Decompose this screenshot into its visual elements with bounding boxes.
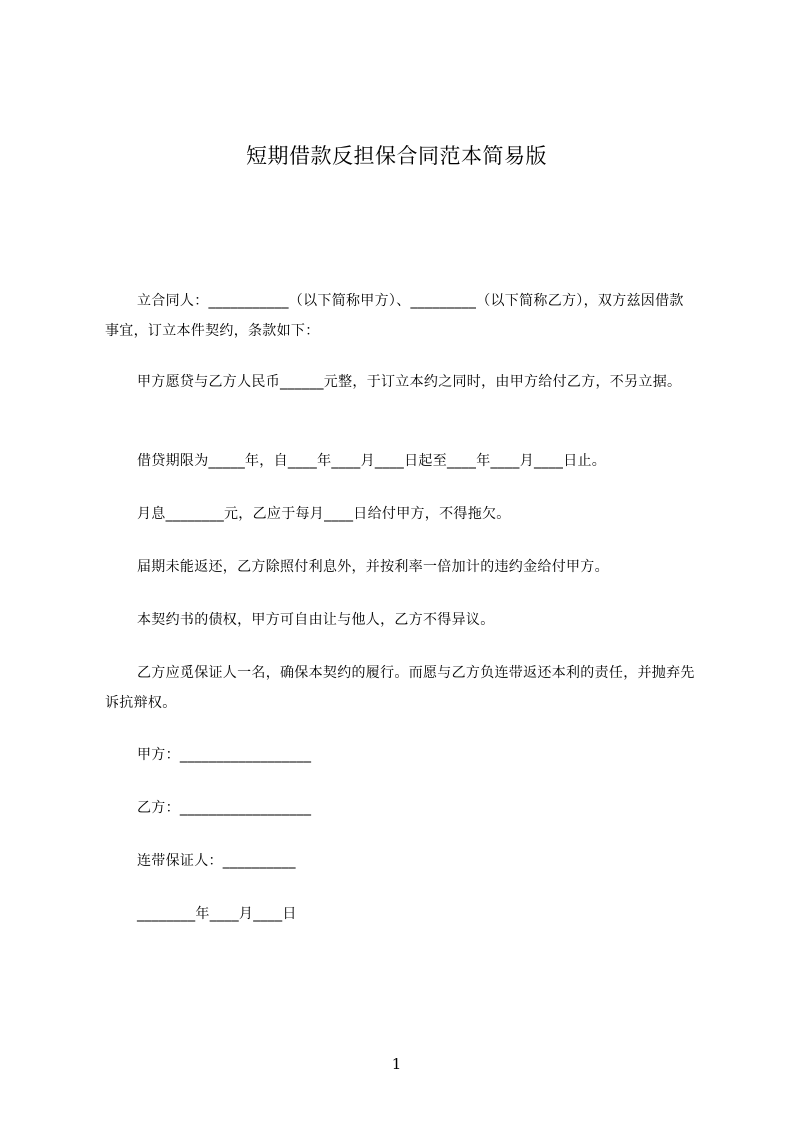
clause-loan-amount: 甲方愿贷与乙方人民币______元整，于订立本约之同时，由甲方给付乙方，不另立据。 — [137, 374, 682, 390]
signature-party-b: 乙方：__________________ — [137, 800, 312, 816]
page-number: 1 — [391, 1055, 402, 1073]
clause-guarantor: 乙方应觅保证人一名，确保本契约的履行。而愿与乙方负连带返还本利的责任，并抛弃先诉抗辩权。 — [105, 665, 695, 711]
clause-default-penalty: 届期未能返还，乙方除照付利息外，并按利率一倍加计的违约金给付甲方。 — [137, 559, 609, 575]
clause-loan-term: 借贷期限为_____年，自____年____月____日起至____年____月____日止。 — [137, 453, 607, 469]
document-title: 短期借款反担保合同范本简易版 — [246, 144, 547, 168]
clause-parties: 立合同人：___________（以下简称甲方）、_________（以下简称乙方），双方兹因借款事宜，订立本件契约，条款如下： — [105, 293, 684, 339]
signature-guarantor: 连带保证人：__________ — [137, 853, 296, 869]
signature-date: ________年____月____日 — [137, 906, 297, 922]
signature-party-a: 甲方：__________________ — [137, 747, 312, 763]
clause-monthly-interest: 月息________元，乙应于每月____日给付甲方，不得拖欠。 — [137, 506, 511, 522]
clause-debt-transfer: 本契约书的债权，甲方可自由让与他人，乙方不得异议。 — [137, 612, 495, 628]
